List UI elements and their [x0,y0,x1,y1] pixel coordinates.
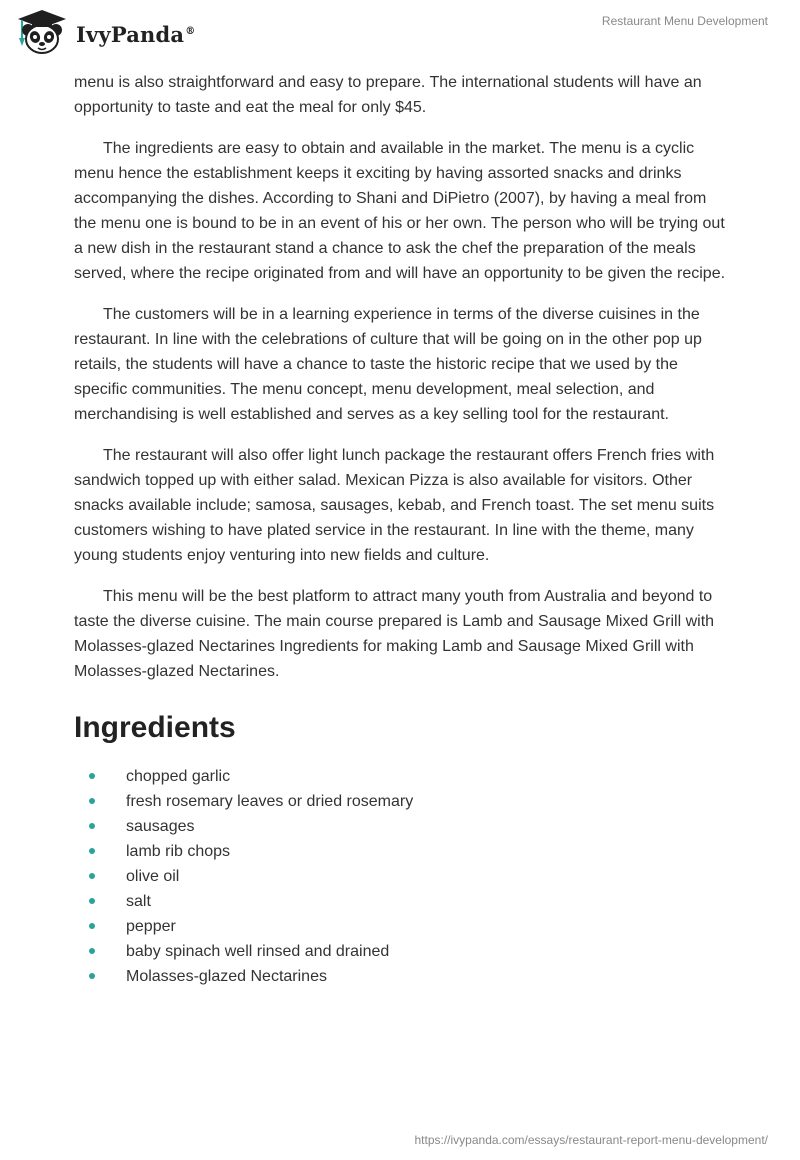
ingredient-label: pepper [126,918,176,935]
ingredient-label: lamb rib chops [126,843,231,860]
ingredients-list [74,764,730,989]
list-item [74,814,730,839]
list-item [74,964,730,989]
ivypanda-logo[interactable] [14,8,195,56]
ingredient-label: baby spinach well rinsed and drained [126,943,390,960]
bullet-icon [89,823,95,829]
paragraph-3: The customers will be in a learning experience in terms of the diverse cuisines in the restaurant. In line with the celebrations of culture that will be going on in the other pop up retails, the students will have a chance to taste the historic recipe that we used by the specific communities. The menu concept, menu development, meal selection, and merchandising is well established and serves as a key selling tool for the restaurant. [74,306,702,423]
brand-name: IvyPanda® [76,21,196,47]
bullet-icon [89,948,95,954]
document-title: Restaurant Menu Development [601,14,768,28]
ingredient-label: olive oil [126,868,180,885]
bullet-icon [89,798,95,804]
bullet-icon [89,973,95,979]
paragraph-2: The ingredients are easy to obtain and available in the market. The menu is a cyclic menu hence the establishment keeps it exciting by having assorted snacks and drinks accompanying the dishes. According to Shani and DiPietro (2007), by having a meal from the menu one is bound to be in an event of his or her own. The person who will be trying out a new dish in the restaurant stand a chance to ask the chef the preparation of the meals served, where the recipe originated from and will have an opportunity to be given the recipe. [74,140,726,282]
paragraph-1: menu is also straightforward and easy to prepare. The international students will have an opportunity to taste and eat the meal for only $45. [74,74,702,116]
list-item [74,864,730,889]
panda-graduate-icon [14,8,70,56]
bullet-icon [89,773,95,779]
list-item [74,839,730,864]
bullet-icon [89,873,95,879]
essay-content [74,70,730,989]
bullet-icon [89,898,95,904]
ingredient-label: sausages [126,818,195,835]
source-url-link[interactable]: https://ivypanda.com/essays/restaurant-report-menu-development/ [414,1133,768,1147]
ingredient-label: salt [126,893,151,910]
page-header [0,0,800,70]
list-item [74,914,730,939]
ingredient-label: Molasses-glazed Nectarines [126,968,327,985]
ingredient-label: fresh rosemary leaves or dried rosemary [126,793,414,810]
ingredients-heading: Ingredients [74,711,236,744]
ingredient-label: chopped garlic [126,768,231,785]
bullet-icon [89,848,95,854]
paragraph-4: The restaurant will also offer light lunch package the restaurant offers French fries with sandwich topped up with either salad. Mexican Pizza is also available for visitors. Other snacks available include; samosa, sausages, kebab, and French toast. The set menu suits customers wishing to have plated service in the restaurant. In line with the theme, many young students enjoy venturing into new fields and culture. [74,447,715,564]
paragraph-5: This menu will be the best platform to attract many youth from Australia and beyond to taste the diverse cuisine. The main course prepared is Lamb and Sausage Mixed Grill with Molasses-glazed Nectarines Ingredients for making Lamb and Sausage Mixed Grill with Molasses-glazed Nectarines. [74,588,715,680]
list-item [74,889,730,914]
list-item [74,939,730,964]
bullet-icon [89,923,95,929]
list-item [74,789,730,814]
list-item [74,764,730,789]
